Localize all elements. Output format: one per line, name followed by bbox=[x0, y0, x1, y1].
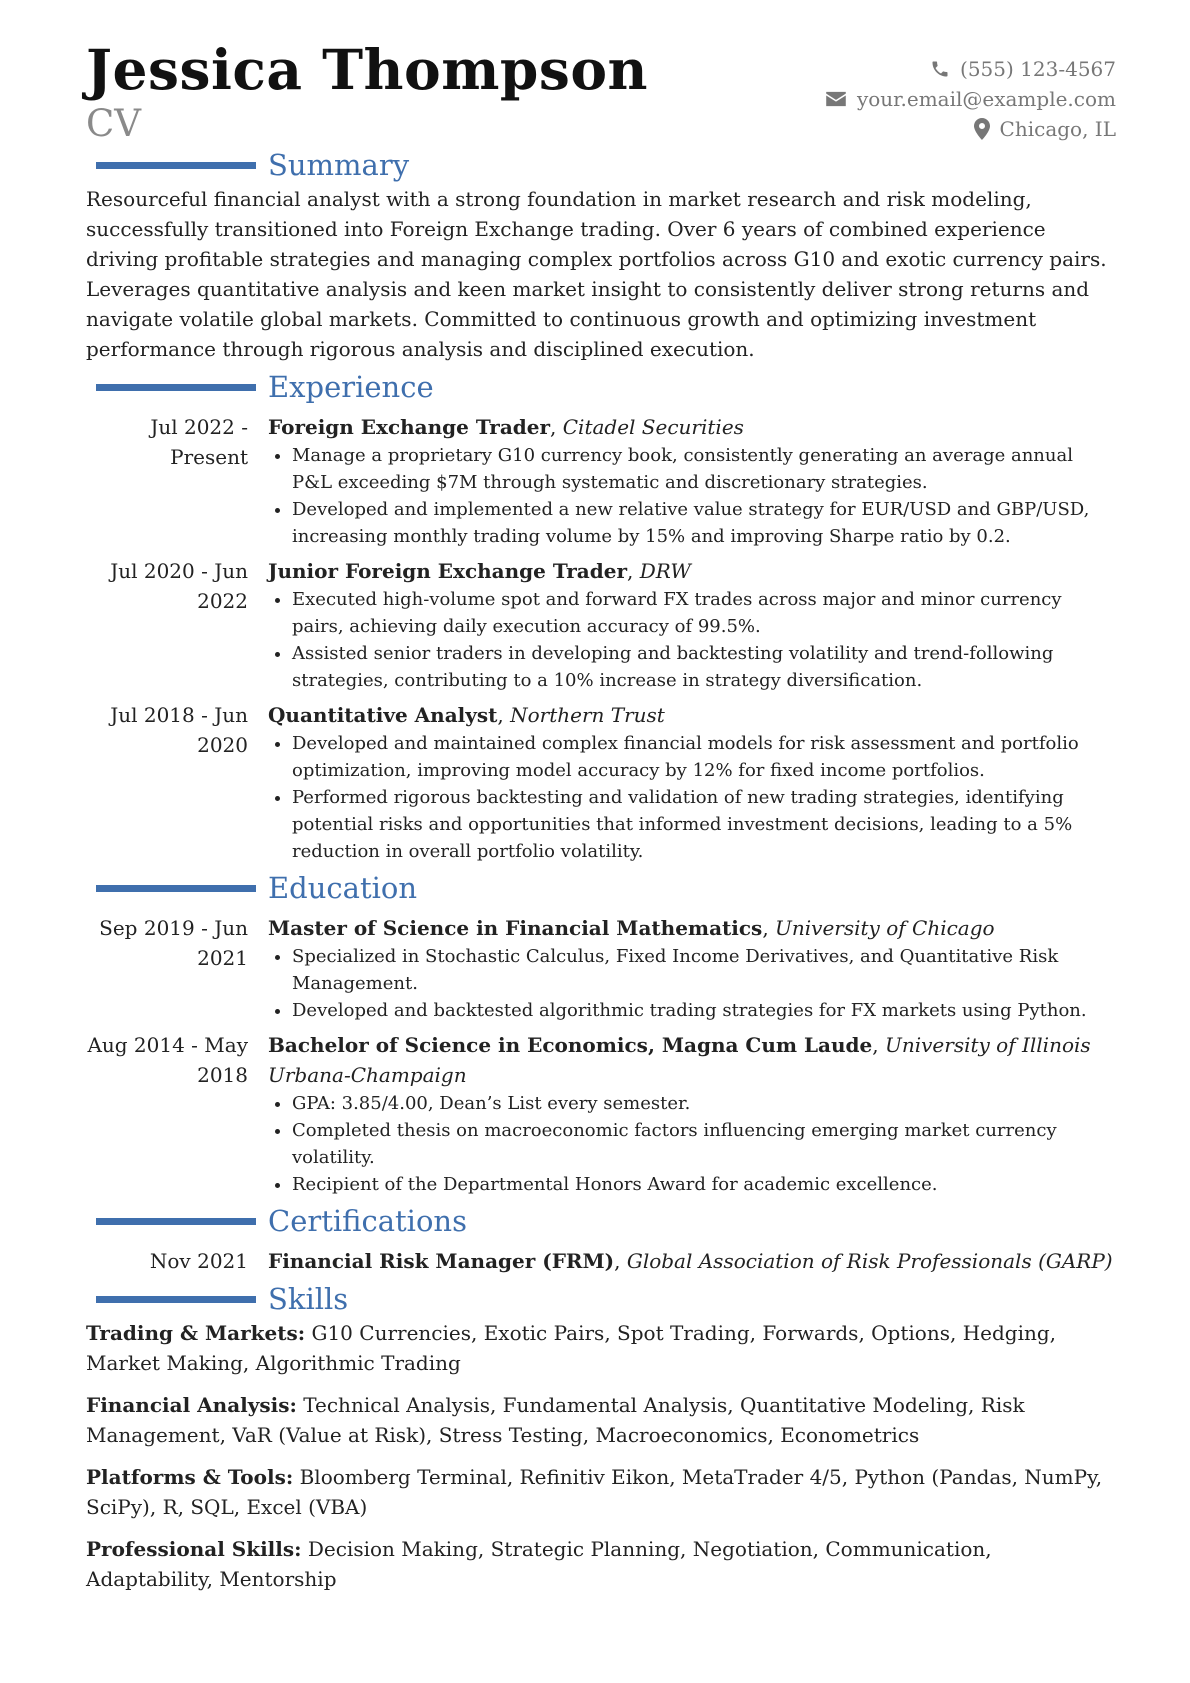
entry-heading bbox=[268, 1246, 1116, 1276]
entry-content bbox=[268, 700, 1116, 865]
bullet-item: • Executed high-volume spot and forward FX trades across major and minor currency pairs, achieving daily execution accuracy of 99.5%. bbox=[292, 586, 1116, 640]
entry-bullets bbox=[268, 1090, 1116, 1198]
entry-content bbox=[268, 412, 1116, 550]
entry-bullets bbox=[268, 943, 1116, 1024]
bullet-item: • Developed and backtested algorithmic trading strategies for FX markets using Python. bbox=[292, 997, 1116, 1024]
entry-date: Jul 2018 - Jun 2020 bbox=[110, 703, 248, 757]
contact-location bbox=[825, 114, 1116, 144]
entry-date: Aug 2014 - May 2018 bbox=[87, 1033, 248, 1087]
entry-separator: , bbox=[497, 703, 511, 727]
entry-separator: , bbox=[614, 1249, 627, 1273]
entry-item bbox=[86, 1246, 1116, 1276]
section-accent-bar bbox=[96, 1296, 256, 1303]
entry-date: Nov 2021 bbox=[149, 1249, 248, 1273]
contact-email bbox=[825, 84, 1116, 114]
certifications-section-header bbox=[86, 1202, 1116, 1240]
skills-section-header bbox=[86, 1280, 1116, 1318]
entry-content bbox=[268, 1030, 1116, 1198]
entry-bullets bbox=[268, 442, 1116, 550]
skill-value: Decision Making, Strategic Planning, Negotiation, Communication, Adaptability, Mentorship bbox=[86, 1537, 992, 1591]
contact-info bbox=[825, 54, 1116, 144]
experience-title: Experience bbox=[268, 370, 434, 404]
entry-separator: , bbox=[762, 916, 776, 940]
skill-row bbox=[86, 1318, 1116, 1378]
bullet-item: • GPA: 3.85/4.00, Dean’s List every semester. bbox=[292, 1090, 1116, 1117]
entry-organization: Citadel Securities bbox=[562, 415, 744, 439]
map-pin-icon bbox=[974, 118, 990, 140]
email-address[interactable]: your.email@example.com bbox=[856, 87, 1116, 111]
summary-section-header bbox=[86, 146, 1116, 184]
entry-date: Sep 2019 - Jun 2021 bbox=[99, 916, 248, 970]
summary-text: Resourceful financial analyst with a strong foundation in market research and risk modeling, successfully transitioned into Foreign Exchange trading. Over 6 years of combined experience driving profitable strategies and managing complex portfolios across G10 and exotic currency pairs. Leverages quantitative analysis and keen market insight to consistently deliver strong returns and navigate volatile global markets. Committed to continuous growth and optimizing investment performance through rigorous analysis and disciplined execution. bbox=[86, 187, 1107, 361]
entry-content bbox=[268, 913, 1116, 1024]
skill-value: Bloomberg Terminal, Refinitiv Eikon, MetaTrader 4/5, Python (Pandas, NumPy, SciPy), R, SQL, Excel (VBA) bbox=[86, 1465, 1103, 1519]
skill-value: Technical Analysis, Fundamental Analysis, Quantitative Modeling, Risk Management, VaR (Value at Risk), Stress Testing, Macroeconomics, Econometrics bbox=[86, 1393, 1025, 1447]
entry-heading bbox=[268, 556, 1116, 586]
entry-item bbox=[86, 913, 1116, 1024]
education-list bbox=[86, 913, 1116, 1198]
entry-heading bbox=[268, 412, 1116, 442]
entry-role: Quantitative Analyst bbox=[268, 703, 498, 727]
entry-separator: , bbox=[550, 415, 563, 439]
skills-title: Skills bbox=[268, 1282, 349, 1316]
entry-role: Junior Foreign Exchange Trader bbox=[268, 559, 628, 583]
skill-label: Trading & Markets: bbox=[86, 1321, 306, 1345]
bullet-item: • Recipient of the Departmental Honors Award for academic excellence. bbox=[292, 1171, 1116, 1198]
section-accent-bar bbox=[96, 384, 256, 391]
entry-heading bbox=[268, 913, 1116, 943]
bullet-item: • Developed and maintained complex financial models for risk assessment and portfolio optimization, improving model accuracy by 12% for fixed income portfolios. bbox=[292, 730, 1116, 784]
bullet-item: • Manage a proprietary G10 currency book, consistently generating an average annual P&L exceeding $7M through systematic and discretionary strategies. bbox=[292, 442, 1116, 496]
experience-section-header bbox=[86, 368, 1116, 406]
education-section-header bbox=[86, 869, 1116, 907]
entry-organization: Northern Trust bbox=[510, 703, 665, 727]
document-subtitle: CV bbox=[86, 102, 142, 145]
entry-item bbox=[86, 700, 1116, 865]
person-name: Jessica Thompson bbox=[86, 37, 649, 102]
location-text: Chicago, IL bbox=[999, 117, 1116, 141]
entry-bullets bbox=[268, 730, 1116, 865]
experience-list bbox=[86, 412, 1116, 865]
entry-organization: Global Association of Risk Professionals (GARP) bbox=[626, 1249, 1113, 1273]
header bbox=[86, 37, 1116, 145]
certifications-list bbox=[86, 1246, 1116, 1276]
bullet-item: • Completed thesis on macroeconomic factors influencing emerging market currency volatility. bbox=[292, 1117, 1116, 1171]
section-accent-bar bbox=[96, 885, 256, 892]
entry-item bbox=[86, 1030, 1116, 1198]
entry-content bbox=[268, 1246, 1116, 1276]
entry-role: Bachelor of Science in Economics, Magna Cum Laude bbox=[268, 1033, 873, 1057]
bullet-item: • Assisted senior traders in developing and backtesting volatility and trend-following strategies, contributing to a 10% increase in strategy diversification. bbox=[292, 640, 1116, 694]
bullet-item: • Performed rigorous backtesting and validation of new trading strategies, identifying potential risks and opportunities that informed investment decisions, leading to a 5% reduction in overall portfolio volatility. bbox=[292, 784, 1116, 865]
bullet-item: • Specialized in Stochastic Calculus, Fixed Income Derivatives, and Quantitative Risk Management. bbox=[292, 943, 1116, 997]
section-accent-bar bbox=[96, 1218, 256, 1225]
entry-role: Financial Risk Manager (FRM) bbox=[268, 1249, 615, 1273]
entry-item bbox=[86, 412, 1116, 550]
entry-heading bbox=[268, 700, 1116, 730]
envelope-icon bbox=[825, 91, 847, 107]
entry-heading bbox=[268, 1030, 1116, 1090]
phone-icon bbox=[930, 59, 950, 79]
entry-organization: University of Illinois Urbana-Champaign bbox=[268, 1033, 1091, 1087]
entry-date: Jul 2022 - Present bbox=[150, 415, 248, 469]
education-title: Education bbox=[268, 871, 418, 905]
entry-bullets bbox=[268, 586, 1116, 694]
certifications-title: Certifications bbox=[268, 1204, 467, 1238]
entry-role: Master of Science in Financial Mathematics bbox=[268, 916, 763, 940]
skills-list bbox=[86, 1318, 1116, 1594]
skill-label: Professional Skills: bbox=[86, 1537, 302, 1561]
bullet-item: • Developed and implemented a new relative value strategy for EUR/USD and GBP/USD, increasing monthly trading volume by 15% and improving Sharpe ratio by 0.2. bbox=[292, 496, 1116, 550]
section-accent-bar bbox=[96, 162, 256, 169]
entry-organization: DRW bbox=[639, 559, 691, 583]
entry-separator: , bbox=[872, 1033, 885, 1057]
skill-label: Financial Analysis: bbox=[86, 1393, 297, 1417]
contact-phone bbox=[825, 54, 1116, 84]
entry-item bbox=[86, 556, 1116, 694]
entry-date: Jul 2020 - Jun 2022 bbox=[110, 559, 248, 613]
skill-value: G10 Currencies, Exotic Pairs, Spot Trading, Forwards, Options, Hedging, Market Making, Algorithmic Trading bbox=[86, 1321, 1057, 1375]
entry-organization: University of Chicago bbox=[775, 916, 995, 940]
summary-title: Summary bbox=[268, 148, 410, 182]
cv-page bbox=[86, 37, 1116, 1606]
entry-separator: , bbox=[627, 559, 640, 583]
skill-row bbox=[86, 1534, 1116, 1594]
entry-role: Foreign Exchange Trader bbox=[268, 415, 551, 439]
skill-label: Platforms & Tools: bbox=[86, 1465, 294, 1489]
skill-row bbox=[86, 1390, 1116, 1450]
entry-content bbox=[268, 556, 1116, 694]
skill-row bbox=[86, 1462, 1116, 1522]
phone-number[interactable]: (555) 123-4567 bbox=[960, 57, 1116, 81]
